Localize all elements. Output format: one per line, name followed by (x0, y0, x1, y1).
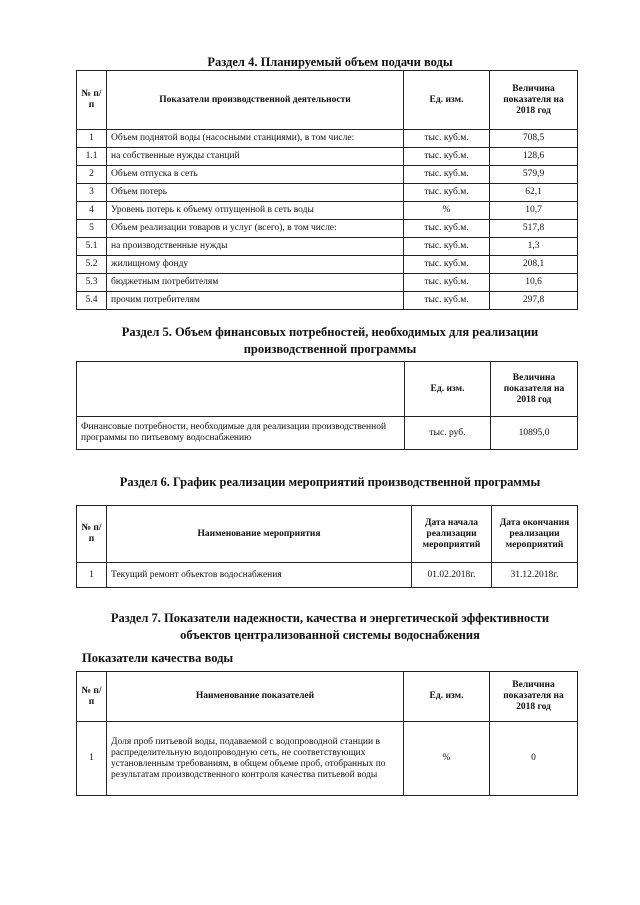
row-number: 5.2 (77, 256, 107, 274)
table-row (77, 256, 578, 274)
row-unit: тыс. куб.м. (404, 148, 490, 166)
row-number: 3 (77, 184, 107, 202)
row-start-date: 01.02.2018г. (412, 563, 492, 588)
row-unit: тыс. куб.м. (404, 238, 490, 256)
table-row (77, 184, 578, 202)
row-value: 297,8 (490, 292, 578, 310)
row-indicator: на производственные нужды (107, 238, 404, 256)
row-indicator: Объем потерь (107, 184, 404, 202)
table-row (77, 292, 578, 310)
col-number-header: № п/п (77, 506, 107, 563)
col-unit-header: Ед. изм. (404, 71, 490, 130)
row-unit: % (404, 202, 490, 220)
row-value: 10,7 (490, 202, 578, 220)
col-end-date-header: Дата окончания реализации мероприятий (492, 506, 578, 563)
table-row (77, 148, 578, 166)
row-value: 708,5 (490, 130, 578, 148)
table-row (77, 202, 578, 220)
section7-subtitle: Показатели качества воды (82, 651, 234, 665)
section4-table (76, 70, 578, 310)
section5-title-line2: производственной программы (243, 342, 417, 356)
row-unit: тыс. руб. (405, 417, 491, 450)
section6-table (76, 505, 578, 588)
section5-table (76, 361, 578, 450)
col-unit-header: Ед. изм. (404, 672, 490, 722)
col-value-header: Величина показателя на 2018 год (491, 362, 578, 417)
row-number: 5.1 (77, 238, 107, 256)
row-number: 5 (77, 220, 107, 238)
row-value: 10,6 (490, 274, 578, 292)
row-value: 579,9 (490, 166, 578, 184)
row-indicator: Доля проб питьевой воды, подаваемой с водопроводной станции в распределительную водопроводную сеть, не соответствующих установленным требованиям, в общем объеме проб, отобранных по результатам производственного контроля качества питьевой воды (107, 722, 404, 796)
row-unit: тыс. куб.м. (404, 274, 490, 292)
table-header-row (77, 506, 578, 563)
col-blank-header (77, 362, 405, 417)
col-indicator-header: Показатели производственной деятельности (107, 71, 404, 130)
row-unit: тыс. куб.м. (404, 130, 490, 148)
row-indicator: бюджетным потребителям (107, 274, 404, 292)
col-number-header: № п/п (77, 672, 107, 722)
row-value: 10895,0 (491, 417, 578, 450)
row-number: 5.4 (77, 292, 107, 310)
col-unit-header: Ед. изм. (405, 362, 491, 417)
section4-title: Раздел 4. Планируемый объем подачи воды (207, 55, 453, 69)
row-unit: % (404, 722, 490, 796)
table-row (77, 563, 578, 588)
row-indicator: Объем поднятой воды (насосными станциями), в том числе: (107, 130, 404, 148)
row-indicator: Объем отпуска в сеть (107, 166, 404, 184)
section5-title-line1: Раздел 5. Объем финансовых потребностей, необходимых для реализации (121, 325, 539, 339)
section7-title-line1: Раздел 7. Показатели надежности, качества и энергетической эффективности (110, 611, 550, 625)
col-value-header: Величина показателя на 2018 год (490, 672, 578, 722)
row-number: 2 (77, 166, 107, 184)
row-unit: тыс. куб.м. (404, 184, 490, 202)
row-end-date: 31.12.2018г. (492, 563, 578, 588)
row-value: 1,3 (490, 238, 578, 256)
row-indicator: на собственные нужды станций (107, 148, 404, 166)
table-header-row (77, 362, 578, 417)
table-row (77, 220, 578, 238)
row-value: 0 (490, 722, 578, 796)
col-start-date-header: Дата начала реализации мероприятий (412, 506, 492, 563)
section6-title: Раздел 6. График реализации мероприятий производственной программы (119, 475, 541, 489)
row-unit: тыс. куб.м. (404, 292, 490, 310)
col-activity-header: Наименование мероприятия (107, 506, 412, 563)
table-row (77, 238, 578, 256)
table-row (77, 722, 578, 796)
row-number: 1 (77, 130, 107, 148)
col-number-header: № п/п (77, 71, 107, 130)
table-row (77, 274, 578, 292)
row-number: 1 (77, 722, 107, 796)
col-value-header: Величина показателя на 2018 год (490, 71, 578, 130)
section7-title-line2: объектов централизованной системы водоснабжения (180, 628, 480, 642)
row-indicator: прочим потребителям (107, 292, 404, 310)
row-indicator: Объем реализации товаров и услуг (всего), в том числе: (107, 220, 404, 238)
col-indicator-header: Наименование показателей (107, 672, 404, 722)
row-value: 128,6 (490, 148, 578, 166)
section7-table (76, 671, 578, 796)
row-value: 517,8 (490, 220, 578, 238)
row-unit: тыс. куб.м. (404, 256, 490, 274)
table-row (77, 166, 578, 184)
table-row (77, 417, 578, 450)
row-number: 4 (77, 202, 107, 220)
row-value: 208,1 (490, 256, 578, 274)
row-value: 62,1 (490, 184, 578, 202)
table-header-row (77, 71, 578, 130)
table-header-row (77, 672, 578, 722)
row-number: 1 (77, 563, 107, 588)
row-indicator: жилищному фонду (107, 256, 404, 274)
table-row (77, 130, 578, 148)
row-number: 5.3 (77, 274, 107, 292)
row-number: 1.1 (77, 148, 107, 166)
row-unit: тыс. куб.м. (404, 220, 490, 238)
row-indicator: Уровень потерь к объему отпущенной в сеть воды (107, 202, 404, 220)
row-unit: тыс. куб.м. (404, 166, 490, 184)
row-activity: Текущий ремонт объектов водоснабжения (107, 563, 412, 588)
row-indicator: Финансовые потребности, необходимые для реализации производственной программы по питьевому водоснабжению (77, 417, 405, 450)
